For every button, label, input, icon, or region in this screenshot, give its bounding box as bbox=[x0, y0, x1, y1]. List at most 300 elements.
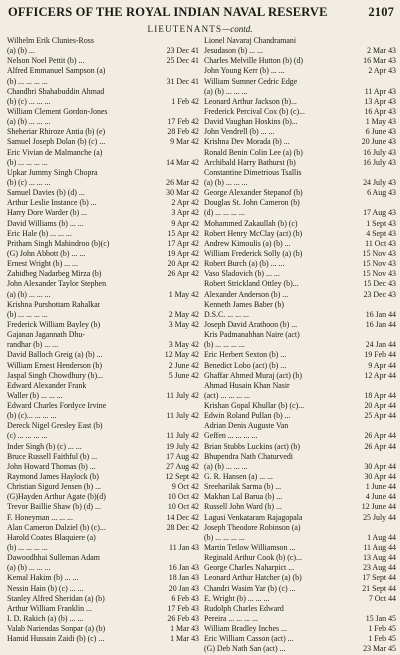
list-entry bbox=[204, 158, 396, 168]
entry-name: Eric Herbert Sexton (b) ... bbox=[204, 350, 287, 360]
list-entry bbox=[204, 573, 396, 583]
list-entry bbox=[204, 320, 396, 330]
list-entry bbox=[7, 219, 199, 229]
entry-date: 1 Feb 45 bbox=[368, 624, 396, 634]
list-entry bbox=[204, 482, 396, 492]
entry-name: (a) (b) ... ... ... bbox=[7, 289, 51, 299]
list-entry bbox=[204, 97, 396, 107]
entry-name: Adrian Denis Auguste Van bbox=[204, 421, 289, 431]
entry-name: Valab Nariendas Sonpar (a) (b) bbox=[7, 624, 106, 634]
entry-date: 15 Nov 43 bbox=[362, 259, 396, 269]
entry-name: Jesudason (b) ... ... bbox=[204, 46, 263, 56]
entry-date: 26 Mar 42 bbox=[166, 177, 199, 187]
list-entry bbox=[204, 46, 396, 56]
list-entry bbox=[7, 594, 199, 604]
entry-name: David Vaughan Hoskins (b)... bbox=[204, 117, 298, 127]
entry-date: 20 June 43 bbox=[361, 137, 396, 147]
section-title: LIEUTENANTS bbox=[147, 24, 223, 34]
entry-date: 20 Jan 43 bbox=[168, 583, 199, 593]
list-entry bbox=[7, 330, 199, 340]
list-entry bbox=[204, 107, 396, 117]
entry-date: 24 Jan 44 bbox=[365, 340, 396, 350]
entry-date: 4 Sept 43 bbox=[366, 228, 396, 238]
entry-date: 14 Dec 42 bbox=[166, 512, 199, 522]
entry-date: 1 Mar 43 bbox=[170, 634, 199, 644]
page-title: OFFICERS OF THE ROYAL INDIAN NAVAL RESERVE bbox=[8, 5, 328, 19]
list-entry bbox=[7, 290, 199, 300]
list-entry bbox=[204, 340, 396, 350]
entry-name: Wilhelm Erik Clunies-Ross bbox=[7, 36, 94, 45]
entry-name: (b) (c) ... ... ... bbox=[7, 96, 51, 106]
list-entry bbox=[204, 442, 396, 452]
list-entry bbox=[7, 320, 199, 330]
list-entry bbox=[7, 87, 199, 97]
entry-date: 9 Apr 44 bbox=[368, 360, 396, 370]
entry-name: Geffen ... ... ... ... bbox=[204, 431, 258, 441]
list-entry bbox=[204, 472, 396, 482]
entry-name: (G) John Abbott (b) ... ... bbox=[7, 248, 86, 258]
entry-date: 12 Sept 42 bbox=[165, 472, 199, 482]
list-entry bbox=[204, 300, 396, 310]
entry-name: (a) (b) ... bbox=[7, 46, 35, 56]
entry-date: 2 Apr 43 bbox=[368, 66, 396, 76]
entry-name: E. Wright (b) ... ... ... bbox=[204, 593, 270, 603]
entry-name: Frederick Percival Cox (b) (c)... bbox=[204, 106, 306, 116]
list-entry bbox=[7, 411, 199, 421]
entry-name: F. Honeyman ... ... ... bbox=[7, 512, 73, 522]
entry-date: 3 Apr 42 bbox=[171, 208, 199, 218]
entry-date: 26 Apr 44 bbox=[364, 441, 396, 451]
entry-name: Joseph Theodore Robinson (a) bbox=[204, 522, 301, 532]
entry-name: (G)Hayden Arthur Agate (b)(d) bbox=[7, 492, 106, 502]
entry-name: Douglas St. John Cameron (b) bbox=[204, 198, 300, 208]
entry-name: Sheheriar Rhiroze Antia (b) (e) bbox=[7, 127, 106, 137]
entry-date: 11 Oct 43 bbox=[365, 238, 396, 248]
entry-date: 23 Aug 44 bbox=[363, 563, 396, 573]
entry-date: 3 May 42 bbox=[168, 340, 199, 350]
entry-name: Brian Stubbs Luckins (act) (b) bbox=[204, 441, 300, 451]
entry-date: 17 Sept 44 bbox=[362, 573, 396, 583]
entry-name: Eric Hale (b) ... ... ... bbox=[7, 228, 72, 238]
entry-date: 17 Feb 43 bbox=[167, 603, 199, 613]
entry-date: 23 Dec 43 bbox=[363, 289, 396, 299]
list-entry bbox=[7, 442, 199, 452]
list-entry bbox=[204, 462, 396, 472]
list-entry bbox=[7, 513, 199, 523]
list-entry bbox=[7, 543, 199, 553]
list-entry bbox=[204, 310, 396, 320]
list-entry bbox=[7, 188, 199, 198]
entry-name: William Ernest Henderson (b) bbox=[7, 360, 102, 370]
entry-name: Harry Dore Warder (b) ... bbox=[7, 208, 88, 218]
list-entry bbox=[204, 127, 396, 137]
entry-date: 25 July 44 bbox=[363, 512, 396, 522]
entry-date: 15 Dec 43 bbox=[363, 279, 396, 289]
entry-name: Eric Vivian de Malmanche (a) bbox=[7, 147, 103, 157]
list-entry bbox=[7, 310, 199, 320]
entry-date: 19 Feb 44 bbox=[364, 350, 396, 360]
list-entry bbox=[204, 219, 396, 229]
list-entry bbox=[7, 208, 199, 218]
list-entry bbox=[7, 97, 199, 107]
list-entry bbox=[7, 77, 199, 87]
list-entry bbox=[7, 502, 199, 512]
entry-name: Charles Melville Hutton (b) (d) bbox=[204, 56, 304, 66]
list-entry bbox=[7, 229, 199, 239]
list-entry bbox=[7, 553, 199, 563]
entry-name: Krishna Dev Morada (b) ... bbox=[204, 137, 290, 147]
entry-name: Mohammed Zakaullah (b) (c) bbox=[204, 218, 298, 228]
entry-name: (d) ... ... ... ... bbox=[204, 208, 245, 218]
entry-name: Alexander Anderson (b) ... bbox=[204, 289, 289, 299]
entry-name: Hamid Hussain Zaidi (b) (c) ... bbox=[7, 634, 105, 644]
list-entry bbox=[7, 523, 199, 533]
list-entry bbox=[204, 624, 396, 634]
entry-date: 9 Apr 42 bbox=[171, 218, 199, 228]
entry-name: Harold Coates Blaquiere (a) bbox=[7, 532, 96, 542]
entry-date: 15 Nov 43 bbox=[362, 269, 396, 279]
entry-name: (b) ... ... ... ... bbox=[7, 543, 48, 553]
entry-date: 1 Mar 43 bbox=[170, 624, 199, 634]
entry-name: William Clement Gordon-Jones bbox=[7, 106, 108, 116]
entry-name: Frederick William Bayley (b) bbox=[7, 319, 101, 329]
entry-name: (b) ... ... ... ... bbox=[7, 157, 48, 167]
entry-name: (b) (c)... ... ... ... bbox=[7, 411, 57, 421]
list-entry bbox=[204, 594, 396, 604]
entry-name: Reginald Arthur Cook (b) (c)... bbox=[204, 553, 302, 563]
entry-date: 17 Aug 43 bbox=[363, 208, 396, 218]
list-entry bbox=[204, 563, 396, 573]
list-entry bbox=[7, 46, 199, 56]
entry-date: 23 Mar 45 bbox=[363, 644, 396, 654]
entry-name: Vaso Sladovich (b) ... ... bbox=[204, 269, 280, 279]
entry-name: Archibald Harry Bathurst (b) bbox=[204, 157, 296, 167]
entry-name: Arthur Leslie Instance (b) ... bbox=[7, 198, 97, 208]
entry-name: Upkar Jummy Singh Chopra bbox=[7, 167, 98, 177]
entry-date: 1 May 42 bbox=[168, 289, 199, 299]
list-entry bbox=[204, 117, 396, 127]
entry-name: Chandri Wasim Yar (b) (c) ... bbox=[204, 583, 296, 593]
entry-date: 16 Jan 44 bbox=[365, 309, 396, 319]
entry-name: Bruce Russell Faithful (b) ... bbox=[7, 451, 98, 461]
entry-name: (b) ... ... ... ... bbox=[204, 532, 245, 542]
entry-name: Jaspal Singh Chowdhury (b)... bbox=[7, 370, 103, 380]
entry-name: William Bradley Inches ... bbox=[204, 624, 287, 634]
entry-name: William Frederick Solly (a) (b) bbox=[204, 248, 303, 258]
right-column bbox=[204, 36, 396, 655]
entry-date: 26 Apr 44 bbox=[364, 431, 396, 441]
list-entry bbox=[7, 614, 199, 624]
list-entry bbox=[7, 421, 199, 431]
list-entry bbox=[7, 492, 199, 502]
entry-date: 19 July 42 bbox=[166, 441, 199, 451]
list-entry bbox=[7, 279, 199, 289]
entry-name: Pritham Singh Mahindroo (b)(c) bbox=[7, 238, 110, 248]
entry-name: (a) (b) ... ... ... bbox=[204, 461, 248, 471]
list-entry bbox=[7, 624, 199, 634]
entry-date: 15 Jan 45 bbox=[365, 614, 396, 624]
list-entry bbox=[204, 259, 396, 269]
list-entry bbox=[7, 381, 199, 391]
entry-name: (b) (c) ... ... ... bbox=[7, 177, 51, 187]
list-entry bbox=[204, 198, 396, 208]
entry-name: I. D. Rakich (a) (b) ... ... bbox=[7, 614, 84, 624]
entry-date: 6 Aug 43 bbox=[367, 188, 396, 198]
list-entry bbox=[204, 543, 396, 553]
entry-name: Christian Sigurd Jensen (b) ... bbox=[7, 482, 102, 492]
entry-date: 1 May 43 bbox=[365, 117, 396, 127]
entry-name: (G) Deb Nath San (act) ... bbox=[204, 644, 286, 654]
section-suffix: —contd. bbox=[222, 24, 253, 34]
entry-date: 13 Apr 43 bbox=[364, 96, 396, 106]
entry-date: 21 Sept 44 bbox=[362, 583, 396, 593]
entry-name: (a) (b) ... ... ... bbox=[204, 177, 248, 187]
list-entry bbox=[7, 350, 199, 360]
entry-date: 5 June 42 bbox=[168, 370, 199, 380]
list-entry bbox=[204, 330, 396, 340]
list-entry bbox=[7, 36, 199, 46]
entry-date: 16 July 43 bbox=[363, 147, 396, 157]
list-entry bbox=[7, 158, 199, 168]
entry-name: Robert Strickland Ottley (b)... bbox=[204, 279, 299, 289]
list-entry bbox=[204, 492, 396, 502]
entry-name: Andrew Kimoulis (a) (b) ... bbox=[204, 238, 291, 248]
entry-date: 12 May 42 bbox=[164, 350, 199, 360]
entry-date: 23 Dec 41 bbox=[166, 46, 199, 56]
entry-name: Leonard Arthur Hatcher (a) (b) bbox=[204, 573, 302, 583]
entry-date: 4 June 44 bbox=[365, 492, 396, 502]
list-entry bbox=[204, 229, 396, 239]
list-entry bbox=[204, 513, 396, 523]
list-entry bbox=[204, 502, 396, 512]
list-entry bbox=[7, 371, 199, 381]
entry-date: 6 June 43 bbox=[365, 127, 396, 137]
entry-date: 16 Apr 43 bbox=[364, 106, 396, 116]
list-entry bbox=[7, 198, 199, 208]
entry-name: Lionel Navaraj Chandramani bbox=[204, 36, 297, 45]
list-entry bbox=[204, 137, 396, 147]
page-number: 2107 bbox=[368, 5, 394, 19]
entry-name: (b) ... ... ... ... bbox=[7, 76, 48, 86]
entry-name: Lagusi Venkataram Rajagopala bbox=[204, 512, 303, 522]
entry-date: 30 Apr 44 bbox=[364, 472, 396, 482]
entry-name: Kenneth James Baber (b) bbox=[204, 299, 284, 309]
entry-date: 12 June 44 bbox=[361, 502, 396, 512]
entry-name: Pereira ... ... ... ... bbox=[204, 614, 258, 624]
list-entry bbox=[7, 604, 199, 614]
entry-date: 30 Mar 42 bbox=[166, 188, 199, 198]
list-entry bbox=[204, 371, 396, 381]
entry-name: Nessin Hain (b) (c) ... ... bbox=[7, 583, 84, 593]
entry-name: Joseph David Arathoon (b) ... bbox=[204, 319, 298, 329]
entry-name: Gajanan Jagannath Dhu- bbox=[7, 330, 86, 340]
entry-date: 24 July 43 bbox=[363, 177, 396, 187]
entry-name: Constantine Dimetrious Tsallis bbox=[204, 167, 302, 177]
entry-date: 16 Mar 43 bbox=[363, 56, 396, 66]
entry-date: 25 Apr 44 bbox=[364, 411, 396, 421]
list-entry bbox=[204, 56, 396, 66]
list-entry bbox=[7, 634, 199, 644]
list-entry bbox=[204, 148, 396, 158]
entry-name: Samuel Davies (b) (d) ... bbox=[7, 188, 85, 198]
entry-date: 20 Apr 44 bbox=[364, 401, 396, 411]
entry-name: Stanley Alfred Sheridan (a) (b) bbox=[7, 593, 105, 603]
list-entry bbox=[7, 584, 199, 594]
list-entry bbox=[204, 644, 396, 654]
entry-date: 31 Dec 41 bbox=[166, 76, 199, 86]
entry-date: 1 Feb 45 bbox=[368, 634, 396, 644]
entry-date: 15 Nov 43 bbox=[362, 248, 396, 258]
left-column bbox=[7, 36, 199, 644]
entry-date: 25 Dec 41 bbox=[166, 56, 199, 66]
entry-name: Russell John Ward (b) ... bbox=[204, 502, 282, 512]
list-entry bbox=[7, 573, 199, 583]
entry-date: 1 Aug 44 bbox=[367, 532, 396, 542]
entry-name: Rudolph Charles Edward bbox=[204, 603, 284, 613]
entry-name: Ahmad Husain Khan Nasir bbox=[204, 380, 290, 390]
list-entry bbox=[7, 563, 199, 573]
list-entry bbox=[7, 239, 199, 249]
entry-name: Leonard Arthur Jackson (b)... bbox=[204, 96, 297, 106]
entry-name: Waller (b) ... ... ... bbox=[7, 390, 63, 400]
list-entry bbox=[204, 523, 396, 533]
list-entry bbox=[7, 269, 199, 279]
entry-name: Bhupendra Nath Chaturvedi bbox=[204, 451, 293, 461]
entry-date: 28 Dec 42 bbox=[166, 522, 199, 532]
list-entry bbox=[204, 401, 396, 411]
list-entry bbox=[7, 117, 199, 127]
list-entry bbox=[204, 452, 396, 462]
entry-date: 1 Sept 43 bbox=[366, 218, 396, 228]
entry-name: John Vendrell (b) ... ... bbox=[204, 127, 275, 137]
entry-name: Eric William Casson (act) ... bbox=[204, 634, 294, 644]
entry-name: Krishan Gopal Khullar (b) (c)... bbox=[204, 401, 305, 411]
entry-name: Robert Burch (a) (b) ... ... bbox=[204, 259, 285, 269]
list-entry bbox=[204, 178, 396, 188]
page-header bbox=[6, 5, 394, 21]
entry-name: John Alexander Taylor Stephen bbox=[7, 279, 107, 289]
list-entry bbox=[204, 391, 396, 401]
entry-name: Alan Cameron Dalziel (b) (c)... bbox=[7, 522, 106, 532]
entry-name: Kemal Hakim (b) ... ... bbox=[7, 573, 79, 583]
entry-name: Kris Padmanabhan Naire (act) bbox=[204, 330, 300, 340]
entry-name: William Sumner Cedric Edge bbox=[204, 76, 298, 86]
entry-date: 2 Apr 42 bbox=[171, 198, 199, 208]
list-entry bbox=[7, 56, 199, 66]
entry-name: George Charles Naharpict ... bbox=[204, 563, 295, 573]
entry-date: 26 Feb 43 bbox=[167, 614, 199, 624]
list-entry bbox=[204, 279, 396, 289]
entry-name: Robert Henry McClay (act) (b) bbox=[204, 228, 303, 238]
entry-date: 9 Oct 42 bbox=[171, 482, 199, 492]
list-entry bbox=[7, 107, 199, 117]
entry-date: 11 July 42 bbox=[166, 411, 199, 421]
list-entry bbox=[204, 239, 396, 249]
entry-date: 9 Mar 42 bbox=[170, 137, 199, 147]
list-entry bbox=[7, 472, 199, 482]
entry-date: 6 Feb 43 bbox=[171, 593, 199, 603]
list-entry bbox=[204, 614, 396, 624]
entry-date: 1 June 44 bbox=[365, 482, 396, 492]
entry-name: Ronald Benin Colin Lee (a) (b) bbox=[204, 147, 303, 157]
entry-date: 11 July 42 bbox=[166, 431, 199, 441]
entry-date: 18 Apr 44 bbox=[364, 390, 396, 400]
entry-date: 12 Apr 44 bbox=[364, 370, 396, 380]
entry-date: 1 Feb 42 bbox=[171, 96, 199, 106]
list-entry bbox=[7, 148, 199, 158]
list-entry bbox=[7, 178, 199, 188]
entry-date: 11 Aug 44 bbox=[363, 543, 396, 553]
entry-date: 2 Mar 43 bbox=[367, 46, 396, 56]
list-entry bbox=[204, 290, 396, 300]
list-entry bbox=[7, 452, 199, 462]
list-entry bbox=[204, 188, 396, 198]
section-heading bbox=[0, 24, 400, 34]
entry-name: (b) ... ... ... ... bbox=[204, 340, 245, 350]
entry-name: John Young Kerr (b) ... ... bbox=[204, 66, 285, 76]
entry-date: 7 Oct 44 bbox=[368, 593, 396, 603]
entry-name: Edwin Roland Pullan (b) ... bbox=[204, 411, 291, 421]
entry-name: Inder Singh (b) (c) ... ... bbox=[7, 441, 82, 451]
entry-date: 10 Oct 42 bbox=[167, 502, 199, 512]
entry-name: Edward Charles Fordyce Irvine bbox=[7, 401, 107, 411]
entry-date: 20 Apr 42 bbox=[167, 259, 199, 269]
list-entry bbox=[204, 36, 396, 46]
list-entry bbox=[204, 381, 396, 391]
list-entry bbox=[7, 259, 199, 269]
entry-name: Sreeharilak Sarma (b) ... bbox=[204, 482, 282, 492]
entry-name: (b) ... ... ... ... bbox=[7, 309, 48, 319]
list-entry bbox=[7, 431, 199, 441]
list-entry bbox=[7, 127, 199, 137]
list-entry bbox=[204, 411, 396, 421]
entry-date: 26 Apr 42 bbox=[167, 269, 199, 279]
entry-name: George Alexander Stepanof (b) bbox=[204, 188, 303, 198]
entry-date: 18 Jan 43 bbox=[168, 573, 199, 583]
list-entry bbox=[204, 431, 396, 441]
entry-date: 11 Jan 43 bbox=[169, 543, 199, 553]
list-entry bbox=[204, 77, 396, 87]
entry-name: Makhan Lal Barua (b) ... bbox=[204, 492, 283, 502]
entry-name: Ernest Wright (b) ... ... bbox=[7, 259, 78, 269]
list-entry bbox=[7, 168, 199, 178]
entry-name: David Williams (b) ... ... bbox=[7, 218, 84, 228]
list-entry bbox=[7, 533, 199, 543]
entry-date: 17 Aug 42 bbox=[166, 451, 199, 461]
entry-name: (a) (b) ... ... ... bbox=[7, 117, 51, 127]
entry-name: Trevor Baillie Shaw (b) (d) ... bbox=[7, 502, 101, 512]
list-entry bbox=[204, 533, 396, 543]
entry-date: 30 Apr 44 bbox=[364, 461, 396, 471]
list-entry bbox=[204, 361, 396, 371]
entry-date: 14 Mar 42 bbox=[166, 157, 199, 167]
entry-date: 16 July 43 bbox=[363, 157, 396, 167]
list-entry bbox=[7, 137, 199, 147]
entry-name: Chandhri Shahabuddin Ahmad bbox=[7, 86, 105, 96]
entry-name: Dereck Nigel Gresley East (b) bbox=[7, 421, 103, 431]
list-entry bbox=[204, 604, 396, 614]
entry-name: G. R. Hansen (a) ... ... bbox=[204, 472, 274, 482]
entry-date: 2 May 42 bbox=[168, 309, 199, 319]
entry-name: Benedict Lobo (act) (b) ... bbox=[204, 360, 287, 370]
entry-date: 16 Jan 44 bbox=[365, 319, 396, 329]
list-entry bbox=[204, 249, 396, 259]
entry-date: 15 Apr 42 bbox=[167, 228, 199, 238]
entry-date: 17 Feb 42 bbox=[167, 117, 199, 127]
entry-date: 28 Feb 42 bbox=[167, 127, 199, 137]
list-entry bbox=[204, 269, 396, 279]
entry-date: 17 Apr 42 bbox=[167, 238, 199, 248]
